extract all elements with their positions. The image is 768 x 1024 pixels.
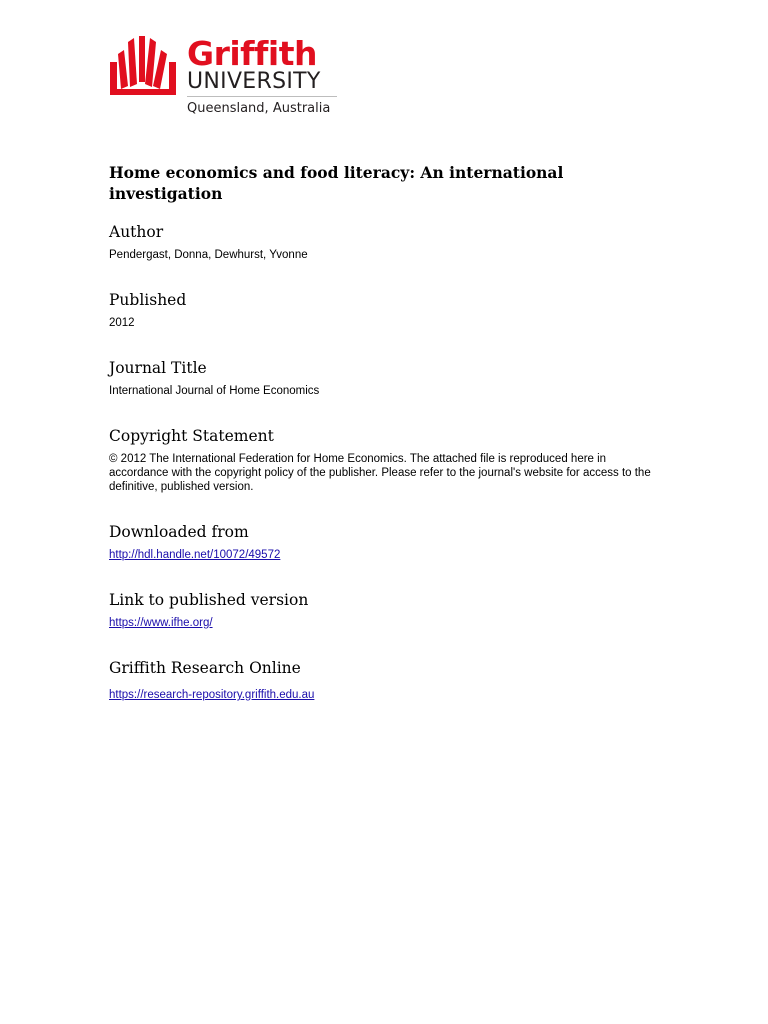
logo-location: Queensland, Australia bbox=[187, 101, 331, 116]
published-version-section bbox=[109, 590, 669, 630]
document-title: Home economics and food literacy: An international investigation bbox=[109, 163, 564, 203]
logo-divider bbox=[187, 96, 337, 97]
author-section bbox=[109, 222, 669, 262]
copyright-heading: Copyright Statement bbox=[109, 427, 274, 445]
logo-university: UNIVERSITY bbox=[187, 69, 321, 94]
published-value: 2012 bbox=[109, 317, 135, 329]
author-value: Pendergast, Donna, Dewhurst, Yvonne bbox=[109, 249, 308, 261]
journal-title-section bbox=[109, 358, 669, 398]
author-heading: Author bbox=[109, 223, 164, 241]
copyright-section bbox=[109, 426, 659, 494]
logo-wordmark: Griffith bbox=[187, 34, 317, 73]
flame-emblem-icon bbox=[108, 36, 180, 96]
published-section bbox=[109, 290, 669, 330]
research-online-section bbox=[109, 658, 669, 702]
published-version-heading: Link to published version bbox=[109, 591, 309, 609]
griffith-logo bbox=[108, 34, 348, 124]
downloaded-from-heading: Downloaded from bbox=[109, 523, 249, 541]
journal-title-value: International Journal of Home Economics bbox=[109, 385, 320, 397]
repository-link[interactable]: https://research-repository.griffith.edu.au bbox=[109, 689, 315, 701]
research-online-heading: Griffith Research Online bbox=[109, 659, 301, 677]
downloaded-from-section bbox=[109, 522, 669, 562]
journal-title-heading: Journal Title bbox=[109, 359, 207, 377]
copyright-statement: © 2012 The International Federation for Home Economics. The attached file is reproduced here in accordance with the copyright policy of the publisher. Please refer to the journal's website for access to the definitive, published version. bbox=[109, 453, 651, 493]
handle-link[interactable]: http://hdl.handle.net/10072/49572 bbox=[109, 549, 281, 561]
published-version-link[interactable]: https://www.ifhe.org/ bbox=[109, 617, 213, 629]
published-heading: Published bbox=[109, 291, 187, 309]
